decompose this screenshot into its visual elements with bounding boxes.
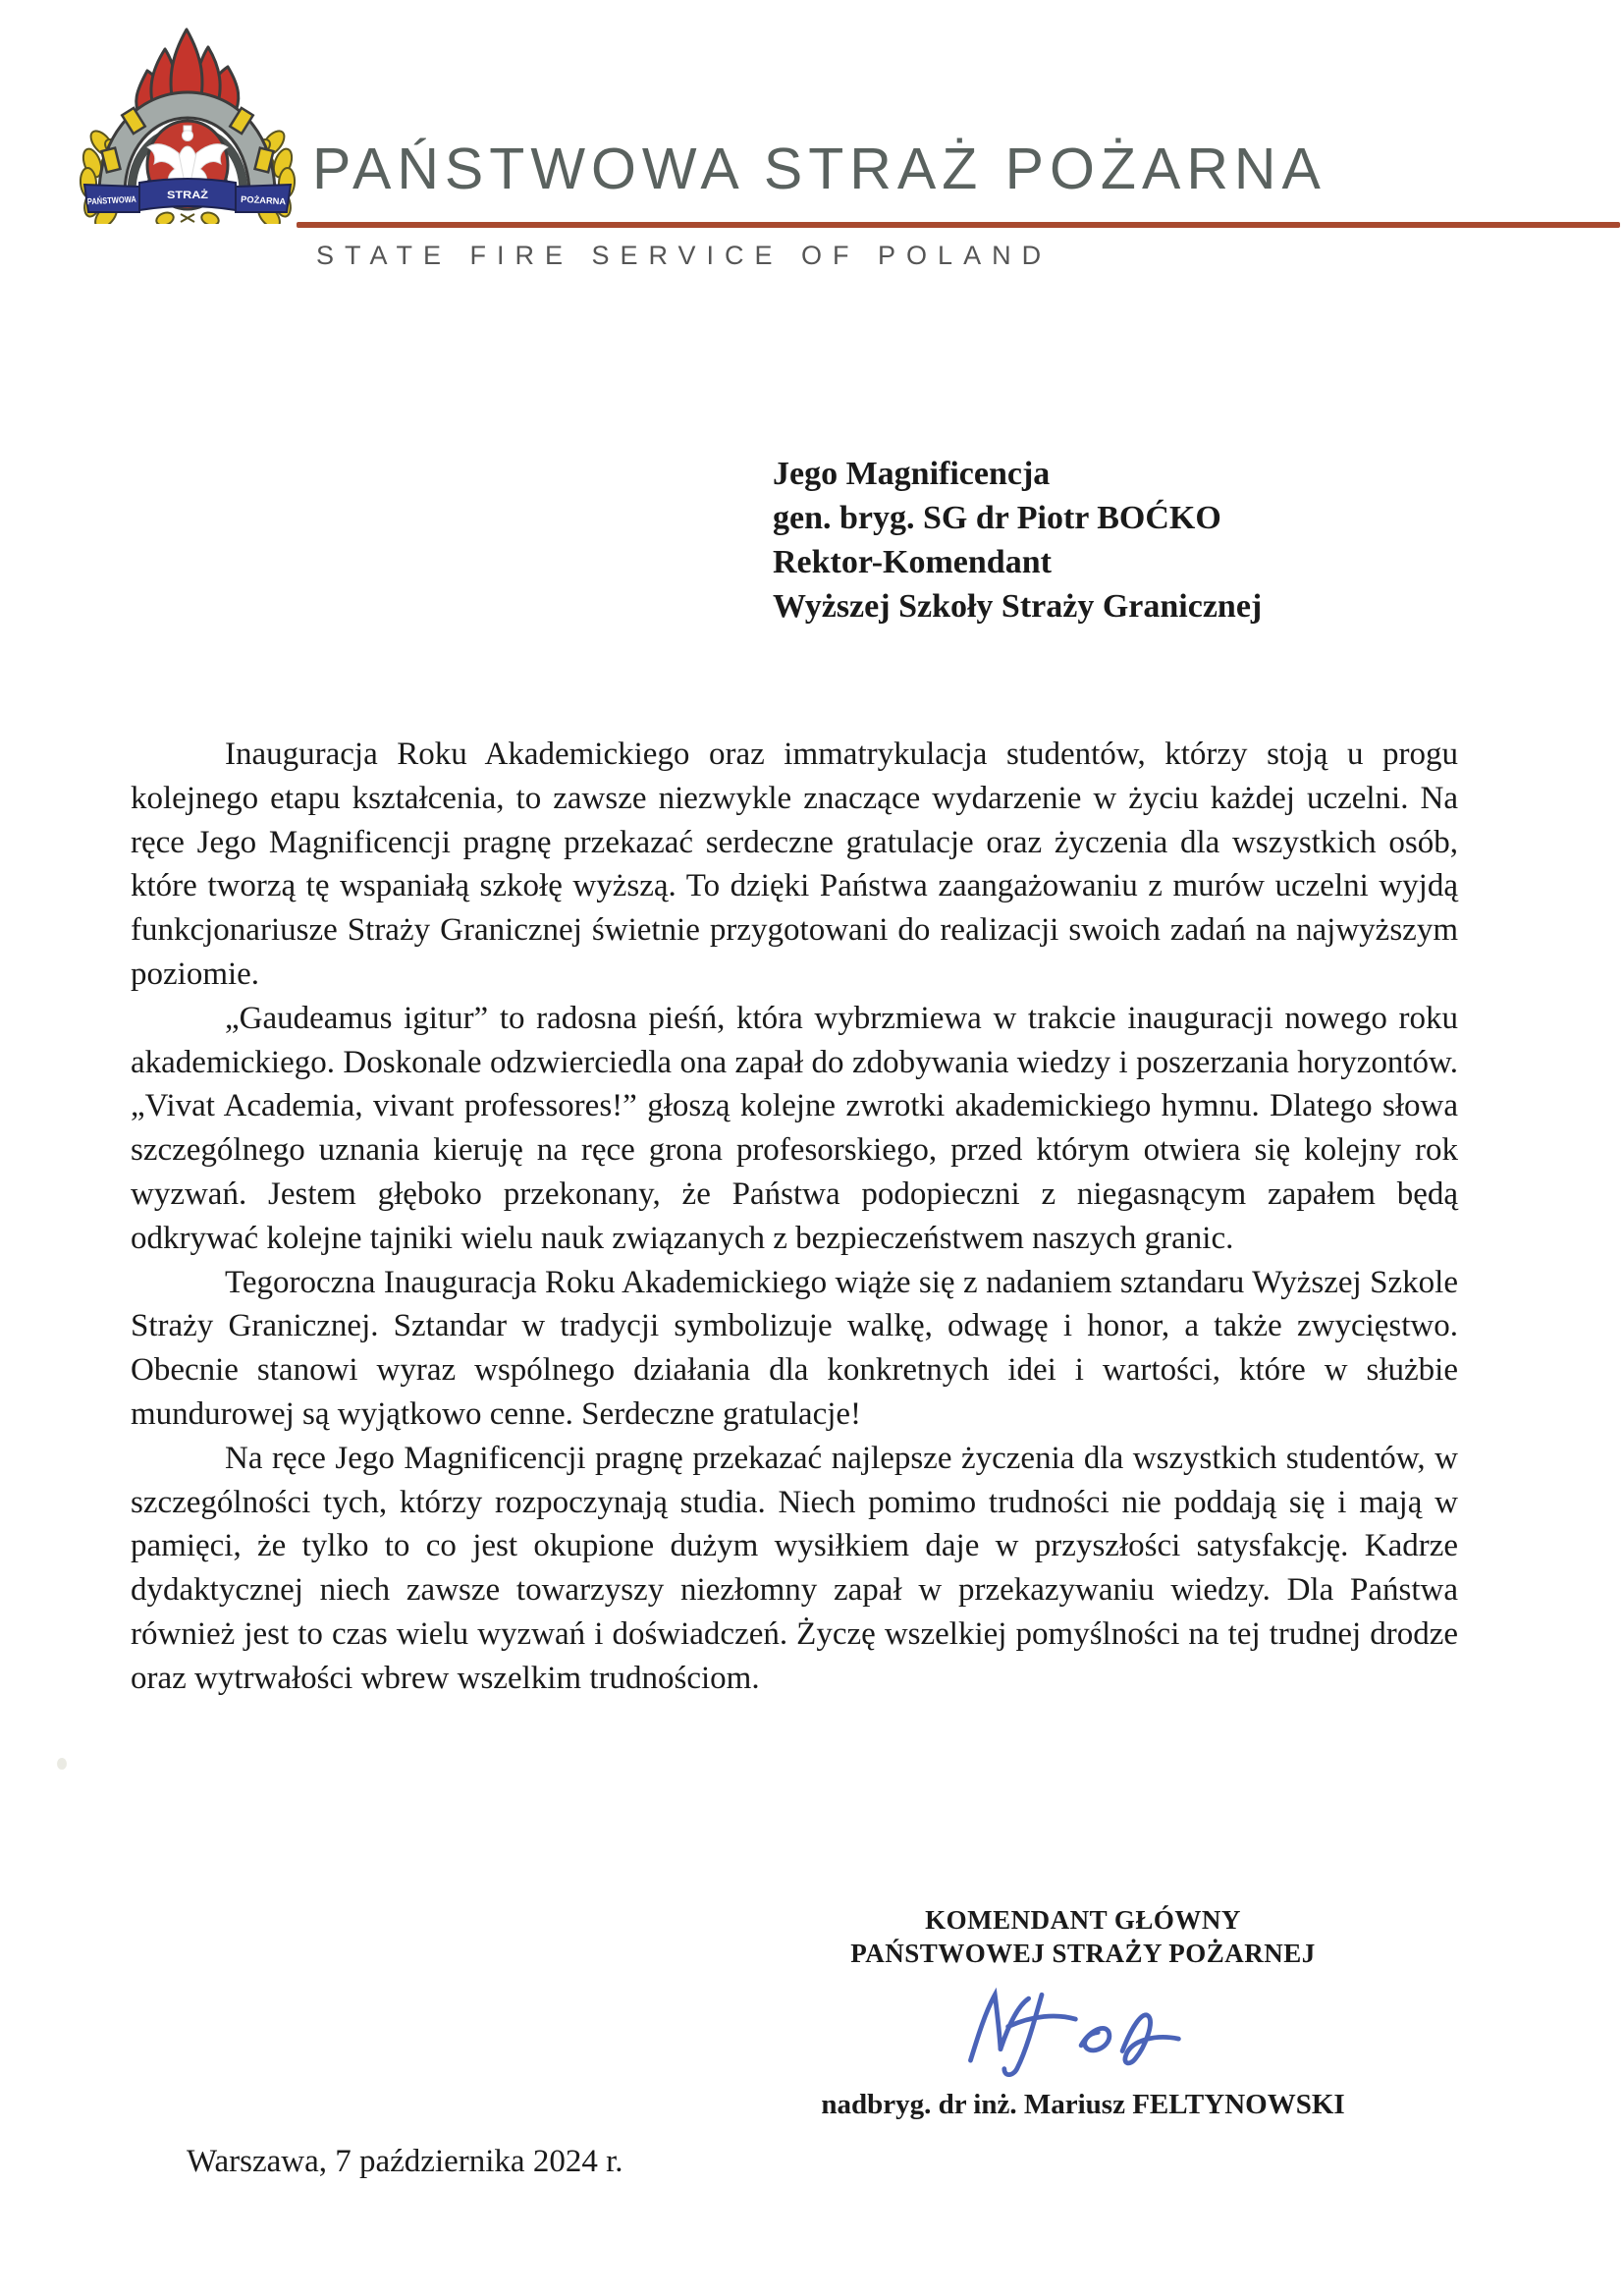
paragraph-2: „Gaudeamus igitur” to radosna pieśń, która wybrzmiewa w trakcie inauguracji nowego roku akademickiego. Doskonale odzwierciedla ona zapał do zdobywania wiedzy i poszerzania horyzontów. „Vivat Academia, vivant professores!” głoszą kolejne zwrotki akademickiego hymnu. Dlatego słowa szczególnego uznania kieruję na ręce grona profesorskiego, przed którym otwiera się kolejny rok wyzwań. Jestem głęboko przekonany, że Państwa podopieczni z niegasnącym zapałem będą odkrywać kolejne tajniki wielu nauk związanych z bezpieczeństwem naszych granic. [131,1000,1458,1256]
scan-artifact-mark [57,1758,67,1770]
paragraph-1: Inauguracja Roku Akademickiego oraz immatrykulacja studentów, którzy stoją u progu kolejnego etapu kształcenia, to zawsze niezwykle znaczące wydarzenie w życiu każdej uczelni. Na ręce Jego Magnificencji pragnę przekazać serdeczne gratulacje oraz życzenia dla wszystkich osób, które tworzą tę wspaniałą szkołę wyższą. To dzięki Państwa zaangażowaniu z murów uczelni wyjdą funkcjonariusze Straży Granicznej świetnie przygotowani do realizacji swoich zadań na najwyższym poziomie. [131,737,1458,992]
recipient-name: gen. bryg. SG dr Piotr BOĆKO [773,500,1221,536]
signer-name: nadbryg. dr inż. Mariusz FELTYNOWSKI [821,2089,1345,2120]
paragraph-4: Na ręce Jego Magnificencji pragnę przekazać najlepsze życzenia dla wszystkich studentów, w szczególności tych, którzy rozpoczynają studia. Niech pomimo trudności nie poddają się i mają w pamięci, że tylko to co jest okupione dużym wysiłkiem daje w przyszłości satysfakcję. Kadrze dydaktycznej niech zawsze towarzyszy niezłomny zapał w przekazywaniu wiedzy. Dla Państwa również jest to czas wielu wyzwań i doświadczeń. Życzę wszelkiej pomyślności na tej trudnej drodze oraz wytrwałości wbrew wszelkim trudnościom. [131,1440,1458,1696]
org-name-english: STATE FIRE SERVICE OF POLAND [316,241,1053,270]
letter-body [131,733,1458,1701]
org-name-polish: PAŃSTWOWA STRAŻ POŻARNA [312,137,1326,201]
signature-block [788,1903,1378,2121]
place-and-date: Warszawa, 7 października 2024 r. [187,2144,623,2179]
recipient-institution: Wyższej Szkoły Straży Granicznej [773,588,1263,625]
signer-office-line1: KOMENDANT GŁÓWNY [925,1905,1241,1935]
ribbon-word-1: PAŃSTWOWA [86,193,146,207]
handwritten-signature-icon [936,1980,1230,2083]
ribbon-word-2: STRAŻ [167,190,203,201]
recipient-salutation: Jego Magnificencja [773,456,1051,492]
ribbon-word-3: POŻARNA [240,193,285,207]
paragraph-3: Tegoroczna Inauguracja Roku Akademickiego wiąże się z nadaniem sztandaru Wyższej Szkole Straży Granicznej. Sztandar w tradycji symbolizuje walkę, odwagę i honor, a także zwycięstwo. Obecnie stanowi wyraz wspólnego działania dla konkretnych idei i wartości, które w służbie mundurowej są wyjątkowo cenne. Serdeczne gratulacje! [131,1264,1458,1432]
recipient-block [773,452,1262,629]
recipient-title: Rektor-Komendant [773,544,1052,580]
state-fire-service-emblem-icon [71,26,304,224]
header-rule [297,222,1620,228]
signer-office-line2: PAŃSTWOWEJ STRAŻY POŻARNEJ [850,1939,1316,1968]
